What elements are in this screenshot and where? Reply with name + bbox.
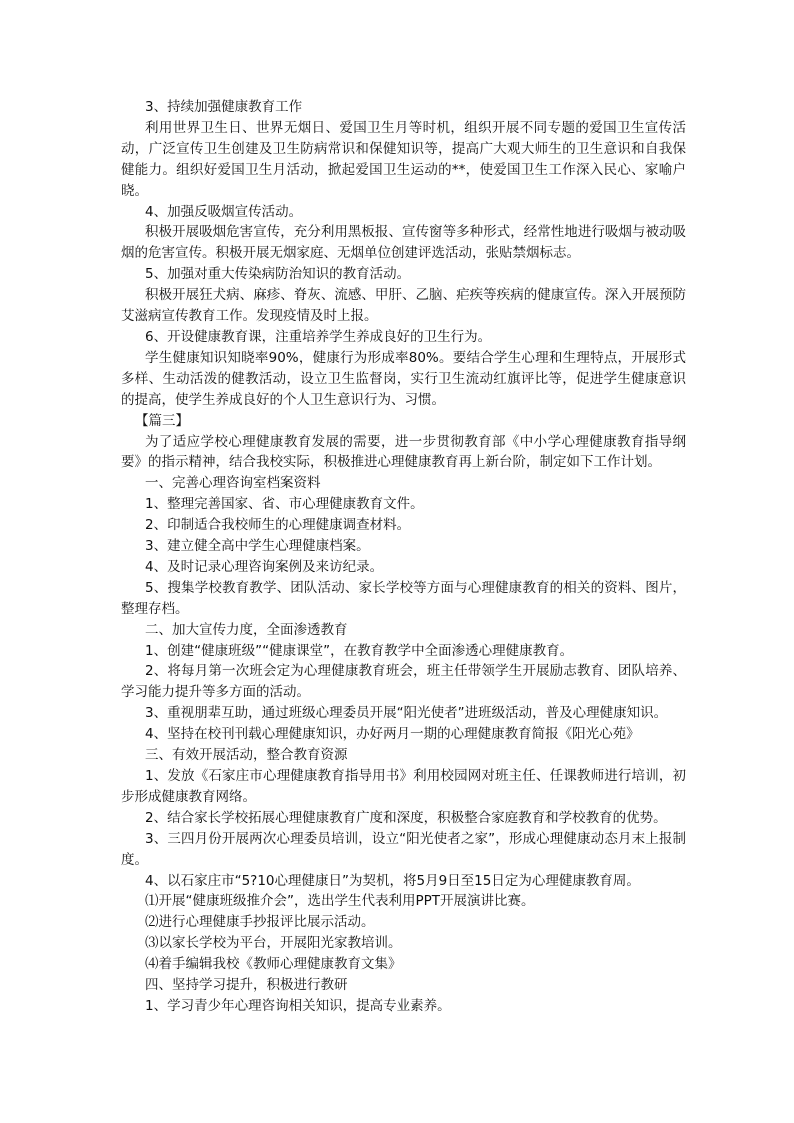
- heading-archives: 一、完善心理咨询室档案资料: [145, 475, 321, 492]
- list-item: 1、发放《石家庄市心理健康教育指导用书》利用校园网对班主任、任课教师进行培训，初步形成健康教育网络。: [121, 768, 686, 805]
- heading-research: 四、坚持学习提升，积极进行教研: [145, 977, 348, 994]
- heading-anti-smoking: 4、加强反吸烟宣传活动。: [145, 203, 303, 220]
- list-item: 1、创建“健康班级”“健康课堂”，在教育教学中全面渗透心理健康教育。: [145, 642, 574, 659]
- heading-health-education: 3、持续加强健康教育工作: [145, 99, 303, 115]
- list-item: 3、重视朋辈互助，通过班级心理委员开展“阳光使者”进班级活动，普及心理健康知识。: [145, 705, 668, 722]
- list-item: 2、将每月第一次班会定为心理健康教育班会，班主任带领学生开展励志教育、团队培养、学习能力提升等多方面的活动。: [121, 663, 686, 701]
- list-item: 4、坚持在校刊刊载心理健康知识，办好两月一期的心理健康教育简报《阳光心苑》: [145, 726, 640, 743]
- list-item: 4、以石家庄市“5?10心理健康日”为契机，将5月9日至15日定为心理健康教育周。: [145, 872, 640, 889]
- paragraph: 积极开展狂犬病、麻疹、脊灰、流感、甲肝、乙脑、疟疾等疾病的健康宣传。深入开展预防艾滋病宣传教育工作。发现疫情及时上报。: [121, 287, 686, 325]
- sub-list-item: ⑴开展“健康班级推介会”，选出学生代表利用PPT开展演讲比赛。: [145, 893, 535, 910]
- list-item: 2、印制适合我校师生的心理健康调查材料。: [145, 517, 411, 534]
- list-item: 2、结合家长学校拓展心理健康教育广度和深度，积极整合家庭教育和学校教育的优势。: [145, 809, 667, 826]
- list-item: 1、学习青少年心理咨询相关知识，提高专业素养。: [145, 997, 451, 1014]
- heading-health-course: 6、开设健康教育课，注重培养学生养成良好的卫生行为。: [145, 328, 492, 345]
- section-title: 【篇三】: [135, 412, 189, 429]
- list-item: 1、整理完善国家、省、市心理健康教育文件。: [145, 496, 424, 513]
- paragraph: 积极开展吸烟危害宣传，充分利用黑板报、宣传窗等多种形式，经常性地进行吸烟与被动吸烟的危害宣传。积极开展无烟家庭、无烟单位创建评选活动，张贴禁烟标志。: [121, 224, 686, 262]
- list-item: 3、建立健全高中学生心理健康档案。: [145, 538, 370, 555]
- list-item: 4、及时记录心理咨询案例及来访纪录。: [145, 558, 384, 575]
- document-body: [121, 97, 686, 1017]
- paragraph: 学生健康知识知晓率90%，健康行为形成率80%。要结合学生心理和生理特点，开展形式多样、生动活泼的健教活动，设立卫生监督岗，实行卫生流动红旗评比等，促进学生健康意识的提高，使学生养成良好的个人卫生意识行为、习惯。: [121, 349, 686, 408]
- paragraph: 利用世界卫生日、世界无烟日、爱国卫生月等时机，组织开展不同专题的爱国卫生宣传活动，广泛宣传卫生创建及卫生防病常识和保健知识等，提高广大观大师生的卫生意识和自我保健能力。组织好爱国卫生月活动，掀起爱国卫生运动的**，使爱国卫生工作深入民心、家喻户晓。: [121, 119, 686, 199]
- heading-activities: 三、有效开展活动，整合教育资源: [145, 747, 348, 764]
- list-item: 3、三四月份开展两次心理委员培训，设立“阳光使者之家”，形成心理健康动态月末上报制度。: [121, 830, 686, 868]
- list-item: 5、搜集学校教育教学、团队活动、家长学校等方面与心理健康教育的相关的资料、图片，整理存档。: [121, 579, 686, 617]
- sub-list-item: ⑷着手编辑我校《教师心理健康教育文集》: [145, 956, 402, 973]
- sub-list-item: ⑶以家长学校为平台，开展阳光家教培训。: [145, 935, 402, 952]
- paragraph: 为了适应学校心理健康教育发展的需要，进一步贯彻教育部《中小学心理健康教育指导纲要》的指示精神，结合我校实际，积极推进心理健康教育再上新台阶，制定如下工作计划。: [121, 433, 686, 471]
- heading-publicity: 二、加大宣传力度，全面渗透教育: [145, 621, 348, 638]
- sub-list-item: ⑵进行心理健康手抄报评比展示活动。: [145, 914, 375, 931]
- heading-infectious-disease: 5、加强对重大传染病防治知识的教育活动。: [145, 266, 411, 283]
